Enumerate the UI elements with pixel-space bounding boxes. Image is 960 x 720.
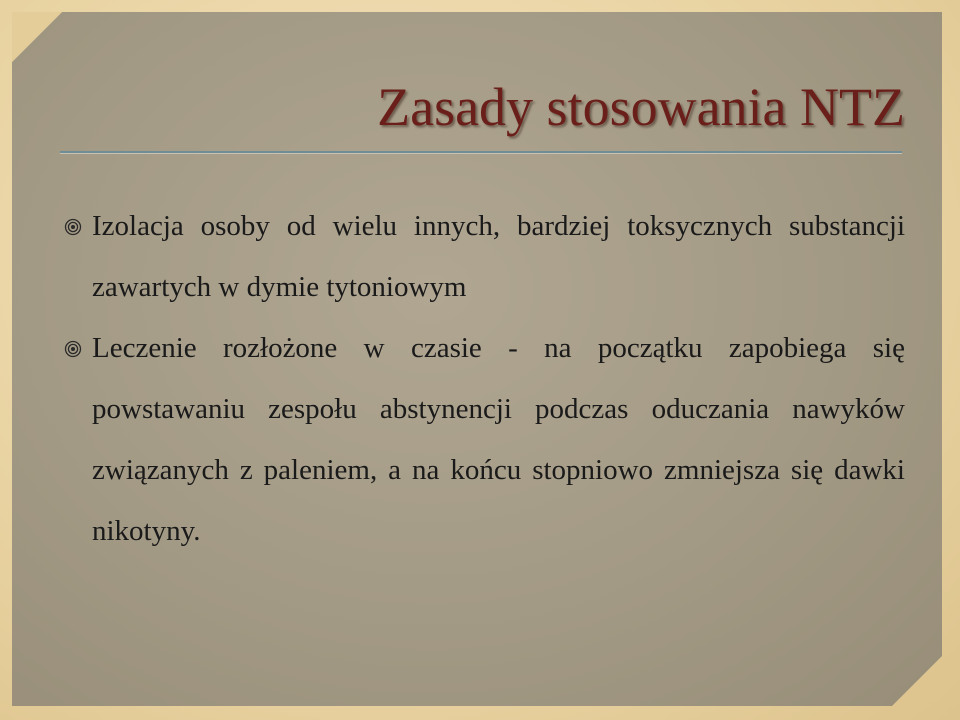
- title-divider: [60, 151, 902, 154]
- slide-title: Zasady stosowania NTZ: [377, 77, 905, 137]
- bullseye-icon: [64, 218, 82, 236]
- bullet-item: [60, 318, 905, 562]
- bullet-item: [60, 196, 905, 318]
- bullseye-icon: [64, 340, 82, 358]
- bullet-text: Izolacja osoby od wielu innych, bardziej toksycznych substancji zawartych w dymie tytoniowym: [92, 210, 905, 303]
- bullet-text: Leczenie rozłożone w czasie - na początku zapobiega się powstawaniu zespołu abstynencji podczas oduczania nawyków związanych z paleniem, a na końcu stopniowo zmniejsza się dawki nikotyny.: [92, 332, 905, 547]
- slide-corner-cut: [12, 12, 62, 62]
- slide-content: [60, 196, 905, 562]
